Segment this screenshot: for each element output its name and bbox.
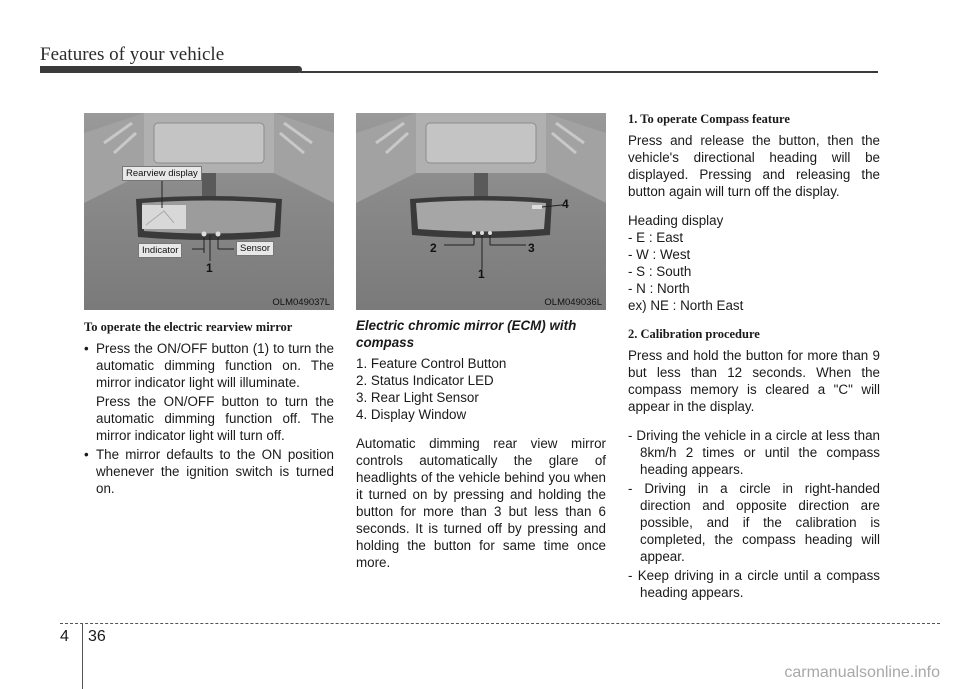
list-item: 2. Status Indicator LED [356, 373, 494, 388]
list-item: 3. Rear Light Sensor [356, 390, 479, 405]
figure-electric-rearview-mirror [84, 113, 334, 310]
list-item: - E : East [628, 230, 684, 245]
list-item: - N : North [628, 281, 690, 296]
column-compass-instructions [628, 111, 880, 603]
chapter-number: 4 [60, 628, 69, 645]
section-heading: 2. Calibration procedure [628, 327, 760, 341]
column-ecm-compass [356, 317, 606, 583]
label-indicator: Indicator [138, 243, 182, 258]
mirror-illustration [84, 113, 334, 310]
header-bar [40, 66, 302, 73]
page-header-title: Features of your vehicle [40, 44, 225, 65]
dash-item: - Driving the vehicle in a circle at less than 8km/h 2 times or until the compass heading appears. [628, 428, 880, 477]
dash-item: - Keep driving in a circle until a compass heading appears. [628, 568, 880, 600]
page-number: 36 [88, 628, 106, 645]
dash-item: - Driving in a circle in right-handed direction and opposite direction are possible, and if the calibration is completed, the compass heading will appear. [628, 481, 880, 564]
label-sensor: Sensor [236, 241, 274, 256]
column-rearview-mirror [84, 319, 334, 499]
callout-number-4: 4 [562, 197, 569, 211]
callout-number-1: 1 [478, 267, 485, 281]
list-item: 4. Display Window [356, 407, 467, 422]
figure-code: OLM049036L [544, 297, 602, 308]
bullet-item: • Press the ON/OFF button (1) to turn the automatic dimming function on. The mirror indicator light will illuminate. [84, 340, 334, 391]
subheading: Heading display [628, 213, 724, 228]
callout-number-3: 3 [528, 241, 535, 255]
list-item: - W : West [628, 247, 691, 262]
label-rearview-display: Rearview display [122, 166, 202, 181]
header-rule [300, 71, 878, 73]
list-item: 1. Feature Control Button [356, 356, 507, 371]
list-item: ex) NE : North East [628, 298, 744, 313]
paragraph: Press and hold the button for more than 9 but less than 12 seconds. When the compass memory is cleared a "C" will appear in the display. [628, 348, 880, 414]
figure-code: OLM049037L [272, 297, 330, 308]
bullet-item: • The mirror defaults to the ON position whenever the ignition switch is turned on. [84, 446, 334, 497]
section-heading: To operate the electric rearview mirror [84, 320, 293, 334]
footer-divider [82, 623, 83, 689]
bullet-subtext: Press the ON/OFF button to turn the automatic dimming function off. The mirror indicator light will turn off. [96, 394, 334, 443]
section-heading: 1. To operate Compass feature [628, 112, 790, 126]
callout-number-1: 1 [206, 261, 213, 275]
list-item: - S : South [628, 264, 692, 279]
figure-ecm-compass-mirror [356, 113, 606, 310]
section-heading: Electric chromic mirror (ECM) with compass [356, 318, 577, 350]
watermark: carmanualsonline.info [784, 664, 940, 681]
paragraph: Press and release the button, then the vehicle's directional heading will be displayed. Pressing and releasing the button again will turn off the display. [628, 133, 880, 199]
callout-number-2: 2 [430, 241, 437, 255]
paragraph: Automatic dimming rear view mirror controls automatically the glare of headlights of the vehicle behind you when it turned on by pressing and holding the button for more than 3 but less than 6 seconds. It is turned off by pressing and holding the button for same time once more. [356, 436, 606, 570]
footer-rule [60, 623, 940, 624]
